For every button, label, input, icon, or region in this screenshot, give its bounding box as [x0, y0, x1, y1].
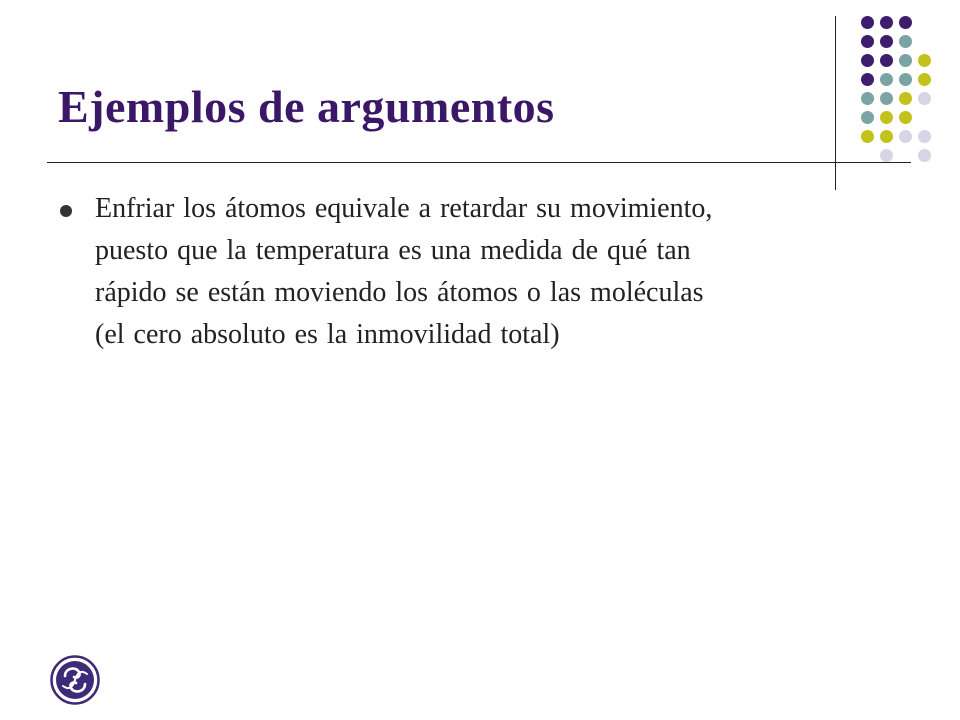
decorative-dot [861, 92, 874, 105]
decorative-dot [899, 54, 912, 67]
decorative-dot [899, 35, 912, 48]
decorative-dot [880, 35, 893, 48]
decorative-dot [880, 73, 893, 86]
decorative-dot [880, 92, 893, 105]
decorative-dot [861, 16, 874, 29]
bullet-list [58, 188, 888, 356]
decorative-dot [861, 73, 874, 86]
decorative-dot [880, 149, 893, 162]
decorative-dot [880, 16, 893, 29]
bullet-text: Enfriar los átomos equivale a retardar su movimiento, puesto que la temperatura es una medida de qué tan rápido se están moviendo los átomos o las moléculas (el cero absoluto es la inmovilidad total) [95, 193, 713, 350]
decorative-dot [918, 54, 931, 67]
decorative-dot [899, 73, 912, 86]
decorative-dot [861, 130, 874, 143]
decorative-dot [861, 111, 874, 124]
slide-title: Ejemplos de argumentos [58, 81, 555, 132]
decorative-dot [899, 16, 912, 29]
decorative-dot [899, 92, 912, 105]
bullet-dot-icon [60, 205, 72, 217]
decorative-dot [861, 54, 874, 67]
decorative-dot [880, 54, 893, 67]
decorative-dot [918, 92, 931, 105]
spiral-knot-emblem-icon [50, 655, 100, 705]
decorative-dot [880, 111, 893, 124]
decorative-dot [880, 130, 893, 143]
decorative-dot [918, 130, 931, 143]
decorative-dot [918, 149, 931, 162]
decorative-dot [899, 111, 912, 124]
decorative-dot [899, 130, 912, 143]
bullet-item [58, 188, 888, 356]
title-underline-divider [47, 162, 911, 163]
vertical-divider [835, 16, 836, 190]
decorative-dot [918, 73, 931, 86]
decorative-dot [861, 35, 874, 48]
slide-body [58, 188, 888, 356]
